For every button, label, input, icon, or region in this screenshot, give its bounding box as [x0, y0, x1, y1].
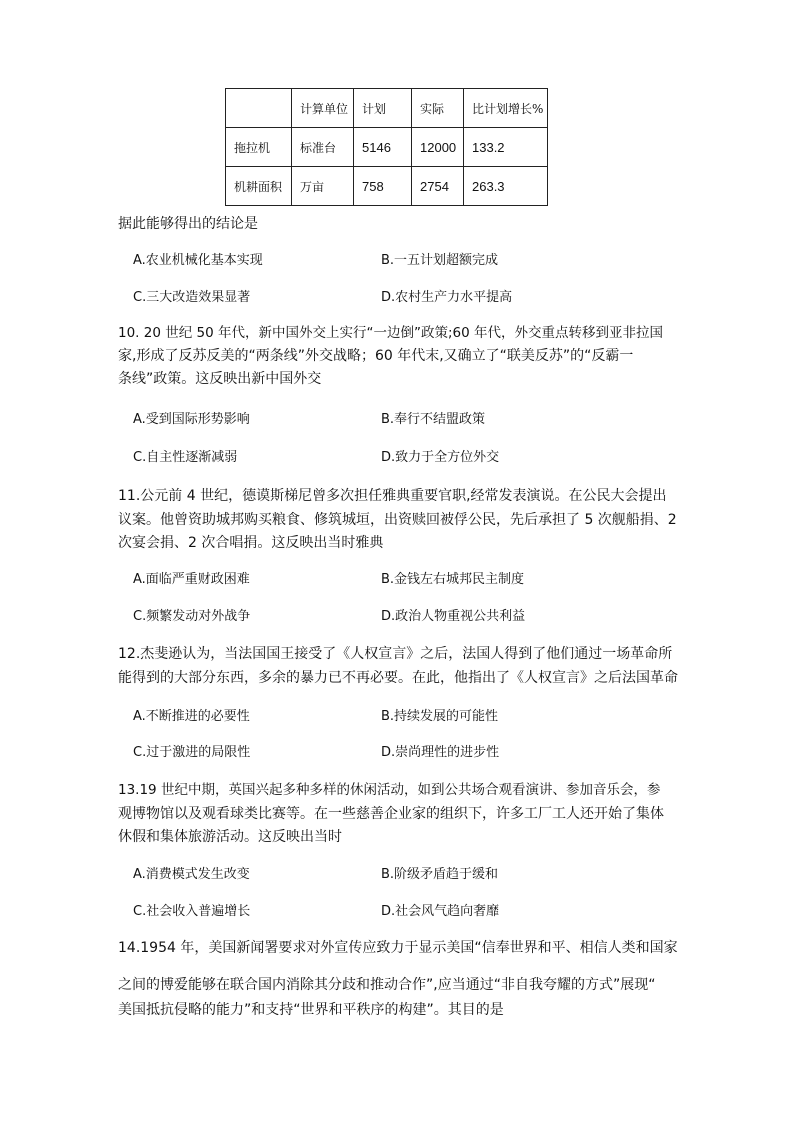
q9-option-b: B.一五计划超额完成: [381, 253, 499, 268]
q9-stem: 据此能够得出的结论是: [118, 216, 258, 232]
q11-stem-line: 议案。他曾资助城邦购买粮食、修筑城垣，出资赎回被俘公民，先后承担了 5 次舰船捐、2: [118, 512, 677, 528]
q14-stem-line: 之间的博爱能够在联合国内消除其分歧和推动合作”,应当通过“非自我夸耀的方式”展现“: [118, 977, 656, 993]
q10-option-c: C.自主性逐渐减弱: [133, 450, 238, 465]
q13-stem-line: 休假和集体旅游活动。这反映出当时: [118, 829, 342, 845]
q11-option-c: C.频繁发动对外战争: [133, 609, 251, 624]
q12-option-b: B.持续发展的可能性: [381, 709, 499, 724]
q11-option-b: B.金钱左右城邦民主制度: [381, 572, 525, 587]
q10-stem-line: 10. 20 世纪 50 年代，新中国外交上实行“一边倒”政策;60 年代，外交重点转移到亚非拉国: [118, 325, 663, 341]
table-cell: 12000: [412, 128, 464, 167]
q13-option-a: A.消费模式发生改变: [133, 867, 250, 882]
q11-option-a: A.面临严重财政困难: [133, 572, 250, 587]
table-cell: 133.2: [464, 128, 548, 167]
q12-option-c: C.过于激进的局限性: [133, 745, 251, 760]
table-header-cell: [226, 89, 292, 128]
table-cell: 拖拉机: [226, 128, 292, 167]
table-cell: 2754: [412, 167, 464, 206]
table-cell: 万亩: [292, 167, 354, 206]
table-cell: 758: [354, 167, 412, 206]
q13-stem-line: 13.19 世纪中期，英国兴起多种多样的休闲活动，如到公共场合观看演讲、参加音乐会，参: [118, 782, 661, 798]
q10-stem-line: 条线”政策。这反映出新中国外交: [118, 371, 322, 387]
table-header-cell: 比计划增长%: [464, 89, 548, 128]
table-row: [226, 167, 548, 206]
table-row: [226, 128, 548, 167]
table-cell: 机耕面积: [226, 167, 292, 206]
q12-option-a: A.不断推进的必要性: [133, 709, 250, 724]
table-cell: 5146: [354, 128, 412, 167]
table-header-cell: 计算单位: [292, 89, 354, 128]
q12-option-d: D.崇尚理性的进步性: [381, 745, 500, 760]
q9-option-d: D.农村生产力水平提高: [381, 290, 513, 305]
statistics-table: [225, 88, 548, 206]
q10-option-b: B.奉行不结盟政策: [381, 412, 486, 427]
q11-stem-line: 11.公元前 4 世纪，德谟斯梯尼曾多次担任雅典重要官职,经常发表演说。在公民大会提出: [118, 488, 667, 504]
table-header-cell: 实际: [412, 89, 464, 128]
table-header-cell: 计划: [354, 89, 412, 128]
table-header-row: [226, 89, 548, 128]
q12-stem-line: 12.杰斐逊认为，当法国国王接受了《人权宣言》之后，法国人得到了他们通过一场革命所: [118, 646, 673, 662]
q9-option-c: C.三大改造效果显著: [133, 290, 251, 305]
q12-stem-line: 能得到的大部分东西，多余的暴力已不再必要。在此，他指出了《人权宣言》之后法国革命: [118, 670, 678, 686]
q13-stem-line: 观博物馆以及观看球类比赛等。在一些慈善企业家的组织下，许多工厂工人还开始了集体: [118, 806, 664, 822]
q10-option-a: A.受到国际形势影响: [133, 412, 250, 427]
q13-option-b: B.阶级矛盾趋于缓和: [381, 867, 499, 882]
q10-option-d: D.致力于全方位外交: [381, 450, 500, 465]
q14-stem-line: 美国抵抗侵略的能力”和支持“世界和平秩序的构建”。其目的是: [118, 1002, 504, 1018]
q11-option-d: D.政治人物重视公共利益: [381, 609, 526, 624]
q14-stem-line: 14.1954 年，美国新闻署要求对外宣传应致力于显示美国“信奉世界和平、相信人类和国家: [118, 940, 678, 956]
q13-option-c: C.社会收入普遍增长: [133, 904, 251, 919]
q10-stem-line: 家,形成了反苏反美的“两条线”外交战略；60 年代末,又确立了“联美反苏”的“反霸一: [118, 348, 634, 364]
q13-option-d: D.社会风气趋向奢靡: [381, 904, 500, 919]
table-cell: 标准台: [292, 128, 354, 167]
q9-option-a: A.农业机械化基本实现: [133, 253, 263, 268]
table-cell: 263.3: [464, 167, 548, 206]
q11-stem-line: 次宴会捐、2 次合唱捐。这反映出当时雅典: [118, 535, 384, 551]
